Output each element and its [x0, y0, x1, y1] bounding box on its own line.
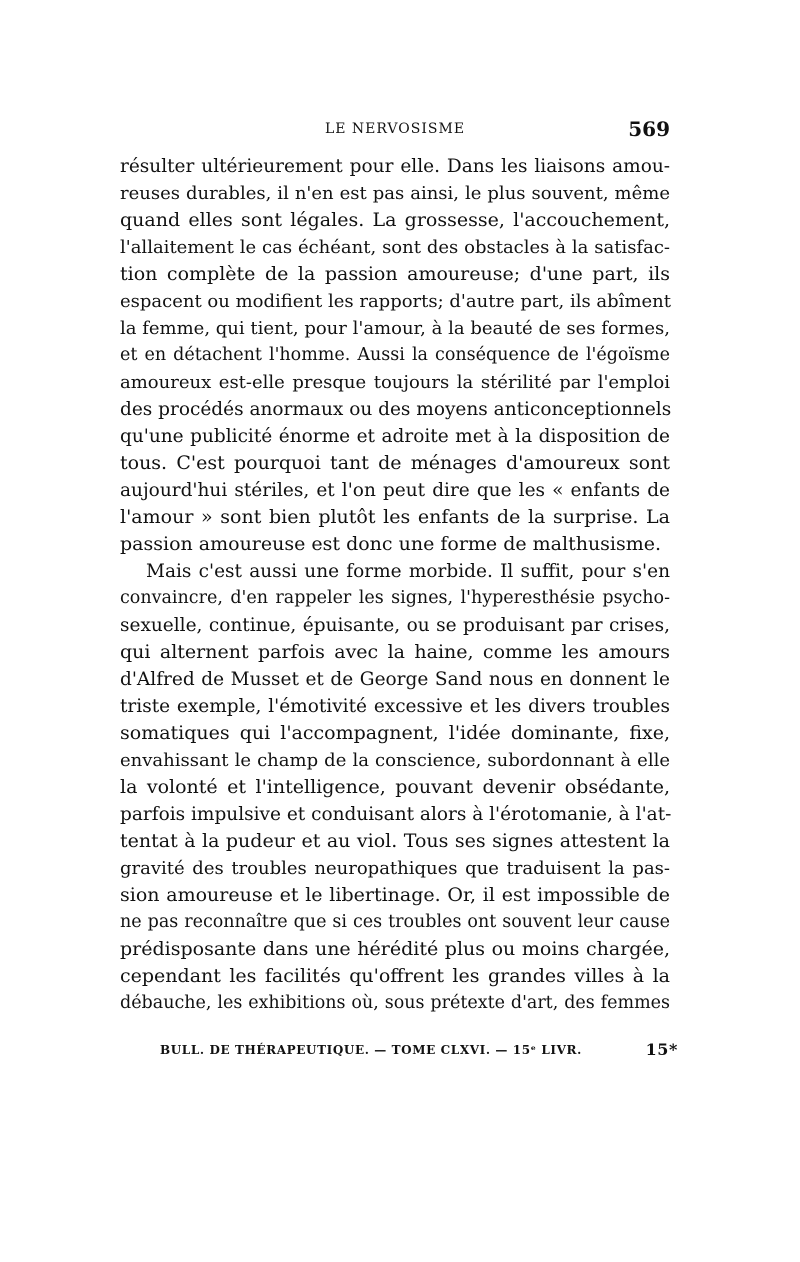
text-line: espacent ou modifient les rapports; d'autre part, ils abîment: [120, 291, 671, 312]
text-line: somatiques qui l'accompagnent, l'idée dominante, fixe,: [120, 722, 670, 744]
text-line: tion complète de la passion amoureuse; d'une part, ils: [120, 263, 670, 285]
running-header: [120, 117, 670, 141]
text-line: reuses durables, il n'en est pas ainsi, le plus souvent, même: [120, 183, 670, 204]
text-line: convaincre, d'en rappeler les signes, l'hyperesthésie psycho-: [120, 588, 670, 608]
paragraph-1: [120, 153, 670, 558]
page-footer: [160, 1039, 678, 1061]
text-line: l'allaitement le cas échéant, sont des obstacles à la satisfac-: [120, 237, 670, 258]
text-line: prédisposante dans une hérédité plus ou moins chargée,: [120, 938, 670, 960]
paragraph-2: [120, 558, 670, 1017]
running-title: LE NERVOSISME: [324, 121, 466, 137]
text-line: passion amoureuse est donc une forme de malthusisme.: [120, 533, 662, 555]
text-line: l'amour » sont bien plutôt les enfants de la surprise. La: [120, 506, 670, 528]
text-line: tentat à la pudeur et au viol. Tous ses signes attestent la: [120, 830, 670, 852]
text-line: gravité des troubles neuropathiques que traduisent la pas-: [120, 858, 670, 879]
text-line: envahissant le champ de la conscience, subordonnant à elle: [120, 750, 670, 771]
text-line: cependant les facilités qu'offrent les grandes villes à la: [120, 965, 670, 987]
text-line: et en détachent l'homme. Aussi la conséquence de l'égoïsme: [120, 345, 670, 365]
page-number: 569: [628, 117, 670, 141]
text-line: qu'une publicité énorme et adroite met à la disposition de: [120, 426, 670, 447]
text-line: débauche, les exhibitions où, sous prétexte d'art, des femmes: [120, 993, 670, 1013]
text-line: la volonté et l'intelligence, pouvant devenir obsédante,: [120, 776, 670, 798]
text-line: d'Alfred de Musset et de George Sand nous en donnent le: [120, 669, 670, 690]
text-line: aujourd'hui stériles, et l'on peut dire que les « enfants de: [120, 480, 670, 501]
text-line: tous. C'est pourquoi tant de ménages d'amoureux sont: [120, 452, 670, 474]
text-line: la femme, qui tient, pour l'amour, à la beauté de ses formes,: [120, 318, 670, 339]
text-line: qui alternent parfois avec la haine, comme les amours: [120, 641, 670, 663]
text-line: Mais c'est aussi une forme morbide. Il suffit, pour s'en: [146, 561, 670, 582]
body-text: [120, 153, 670, 1017]
printer-signature-mark: 15*: [645, 1040, 678, 1059]
text-line: amoureux est-elle presque toujours la stérilité par l'emploi: [120, 372, 670, 393]
text-line: triste exemple, l'émotivité excessive et les divers troubles: [120, 696, 670, 717]
text-line: sion amoureuse et le libertinage. Or, il est impossible de: [120, 884, 670, 906]
text-line: sexuelle, continue, épuisante, ou se produisant par crises,: [120, 615, 670, 636]
text-line: des procédés anormaux ou des moyens anticonceptionnels: [120, 399, 672, 420]
journal-signature-line: BULL. DE THÉRAPEUTIQUE. — TOME CLXVI. — 15ᵉ LIVR.: [160, 1043, 582, 1057]
text-line: quand elles sont légales. La grossesse, l'accouchement,: [120, 209, 670, 231]
text-line: parfois impulsive et conduisant alors à l'érotomanie, à l'at-: [120, 804, 672, 825]
text-line: ne pas reconnaître que si ces troubles ont souvent leur cause: [120, 912, 670, 932]
text-line: résulter ultérieurement pour elle. Dans les liaisons amou‑: [120, 156, 670, 177]
